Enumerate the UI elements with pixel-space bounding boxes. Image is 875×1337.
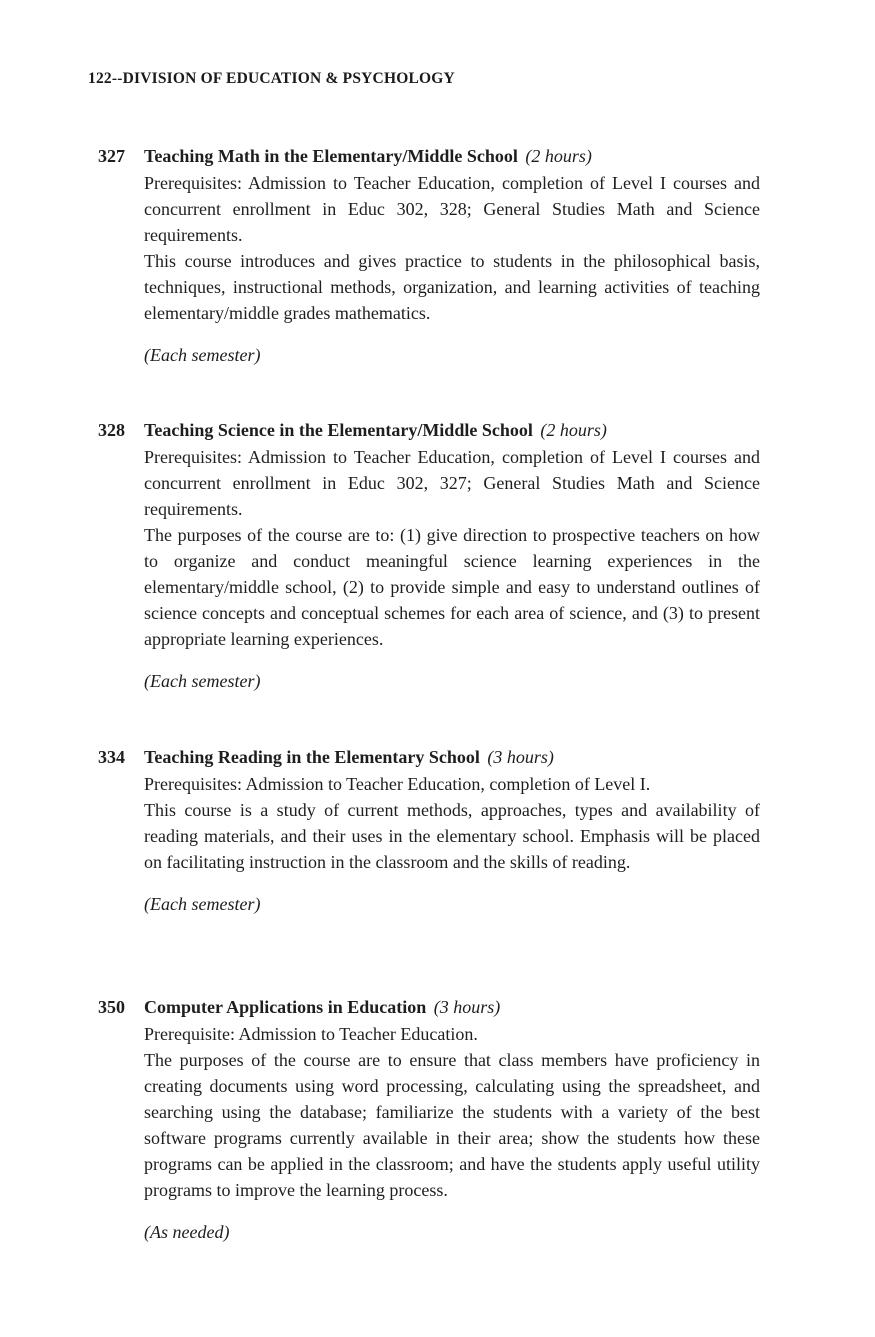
course-number: 334 (98, 747, 125, 767)
course-number: 350 (98, 997, 125, 1017)
course-entry-350 (98, 993, 768, 1245)
course-title: Teaching Math in the Elementary/Middle School (144, 146, 518, 166)
course-prerequisites: Prerequisites: Admission to Teacher Education, completion of Level I courses and concurrent enrollment in Educ 302, 328; General Studies Math and Science requirements. (144, 173, 760, 245)
course-heading (98, 993, 768, 1021)
course-offered: (Each semester) (144, 671, 261, 691)
course-heading (98, 142, 768, 170)
course-body (144, 771, 760, 917)
course-description: This course is a study of current methods, approaches, types and availability of reading materials, and their uses in the elementary school. Emphasis will be placed on facilitating instruction in the classroom and the skills of reading. (144, 800, 760, 872)
course-body (144, 444, 760, 694)
course-number: 328 (98, 420, 125, 440)
course-hours: (3 hours) (487, 747, 554, 767)
course-heading (98, 743, 768, 771)
course-description: This course introduces and gives practice to students in the philosophical basis, techniques, instructional methods, organization, and learning activities of teaching elementary/middle grades mathematics. (144, 251, 760, 323)
course-hours: (2 hours) (525, 146, 592, 166)
course-title: Computer Applications in Education (144, 997, 427, 1017)
course-body (144, 1021, 760, 1245)
course-body (144, 170, 760, 368)
course-prerequisites: Prerequisite: Admission to Teacher Education. (144, 1024, 478, 1044)
course-description: The purposes of the course are to: (1) give direction to prospective teachers on how to organize and conduct meaningful science learning experiences in the elementary/middle school, (2) to provide simple and easy to understand outlines of science concepts and conceptual schemes for each area of science, and (3) to present appropriate learning experiences. (144, 525, 760, 649)
course-hours: (2 hours) (540, 420, 607, 440)
course-description: The purposes of the course are to ensure that class members have proficiency in creating documents using word processing, calculating using the spreadsheet, and searching using the database; familiarize the students with a variety of the best software programs currently available in their area; show the students how these programs can be applied in the classroom; and have the students apply useful utility programs to improve the learning process. (144, 1050, 760, 1200)
course-entry-327 (98, 142, 768, 368)
course-offered: (Each semester) (144, 345, 261, 365)
course-prerequisites: Prerequisites: Admission to Teacher Education, completion of Level I courses and concurrent enrollment in Educ 302, 327; General Studies Math and Science requirements. (144, 447, 760, 519)
course-entry-334 (98, 743, 768, 917)
course-number: 327 (98, 146, 125, 166)
running-head: 122--DIVISION OF EDUCATION & PSYCHOLOGY (88, 70, 455, 87)
course-hours: (3 hours) (433, 997, 501, 1017)
course-title: Teaching Reading in the Elementary School (144, 747, 480, 767)
course-title: Teaching Science in the Elementary/Middle School (144, 420, 533, 440)
course-entry-328 (98, 416, 768, 694)
course-offered: (As needed) (144, 1222, 230, 1242)
course-heading (98, 416, 768, 444)
course-offered: (Each semester) (144, 894, 261, 914)
course-prerequisites: Prerequisites: Admission to Teacher Education, completion of Level I. (144, 774, 651, 794)
